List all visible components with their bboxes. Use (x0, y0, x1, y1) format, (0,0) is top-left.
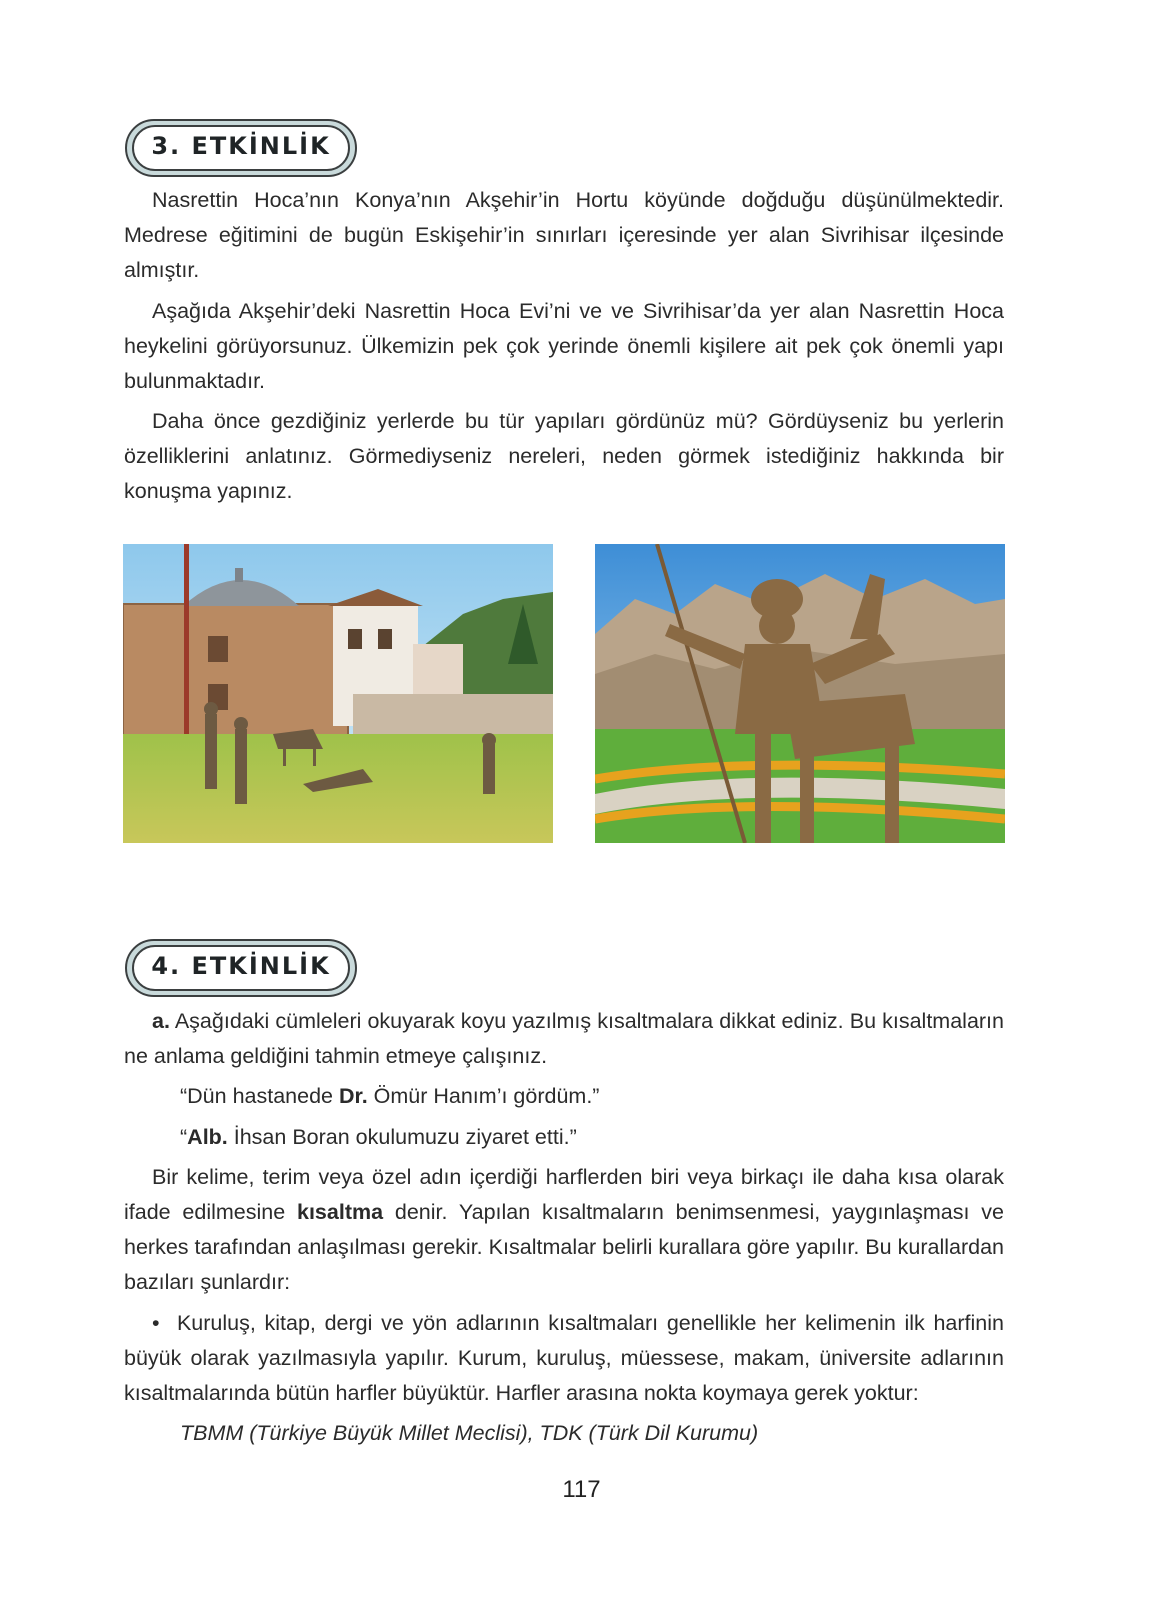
bullet-dot: • (152, 1311, 177, 1335)
activity-3-paragraph-2: Aşağıda Akşehir’deki Nasrettin Hoca Evi’ni ve ve Sivrihisar’da yer alan Nasrettin Hoca heykelini görüyorsunuz. Ülkemizin pek çok yerinde önemli kişilere ait pek çok önemli yapı bulunmaktadır. (124, 299, 1004, 393)
nasrettin-hoca-house-photo (123, 544, 553, 843)
definition-pre: Bir kelime, terim veya özel adın içerdiği harflerden biri veya birkaçı ile daha kısa olarak ifade edilmesine (124, 1165, 1004, 1224)
quote-1-pre: “Dün hastanede (180, 1084, 339, 1108)
quote-2-pre: “ (180, 1125, 188, 1149)
abbreviation-example: TBMM (Türkiye Büyük Millet Meclisi), TDK (Türk Dil Kurumu) (180, 1421, 759, 1445)
intro-text: Aşağıdaki cümleleri okuyarak koyu yazılmış kısaltmalara dikkat ediniz. Bu kısaltmaların ne anlama geldiğini tahmin etmeye çalışınız. (124, 1009, 1004, 1068)
activity-4-title: 4. ETKİNLİK (151, 952, 331, 980)
activity-3-paragraph-3: Daha önce gezdiğiniz yerlerde bu tür yapıları gördünüz mü? Gördüyseniz bu yerlerin özelliklerini anlatınız. Görmediyseniz nereleri, neden görmek istediğiniz hakkında bir konuşma yapınız. (124, 409, 1004, 503)
activity-4-intro (124, 1004, 1004, 1074)
quote-1-post: Ömür Hanım’ı gördüm.” (367, 1084, 600, 1108)
quote-1-abbreviation: Dr. (338, 1084, 368, 1108)
activity-3-badge (125, 119, 357, 177)
quote-2-post: İhsan Boran okulumuzu ziyaret etti.” (227, 1125, 577, 1149)
rule-text: Kuruluş, kitap, dergi ve yön adlarının kısaltmaları genellikle her kelimenin ilk harfinin büyük olarak yazılmasıyla yapılır. Kurum, kuruluş, müessese, makam, üniversite adlarının kısaltmalarında bütün harfler büyüktür. Harfler arasına nokta koymaya gerek yoktur: (124, 1311, 1004, 1405)
definition-term: kısaltma (297, 1200, 384, 1224)
definition-post: denir. Yapılan kısaltmaların benimsenmesi, yaygınlaşması ve herkes tarafından anlaşılması gerekir. Kısaltmalar belirli kurallara göre yapılır. Bu kurallardan bazıları şunlardır: (124, 1200, 1004, 1294)
page-number: 117 (562, 1476, 601, 1503)
example-quote-1 (180, 1079, 599, 1114)
nasrettin-hoca-statue-photo (595, 544, 1005, 843)
example-quote-2 (180, 1120, 577, 1155)
definition-paragraph (124, 1160, 1004, 1300)
quote-2-abbreviation: Alb. (187, 1125, 228, 1149)
rule-bullet (124, 1306, 1004, 1411)
activity-4-badge (125, 939, 357, 997)
intro-marker: a. (152, 1009, 170, 1033)
activity-3-title: 3. ETKİNLİK (151, 132, 331, 160)
activity-3-paragraph-1: Nasrettin Hoca’nın Konya’nın Akşehir’in Hortu köyünde doğduğu düşünülmektedir. Medrese eğitimini de bugün Eskişehir’in sınırları içeresinde yer alan Sivrihisar ilçesinde almıştır. (124, 188, 1004, 282)
